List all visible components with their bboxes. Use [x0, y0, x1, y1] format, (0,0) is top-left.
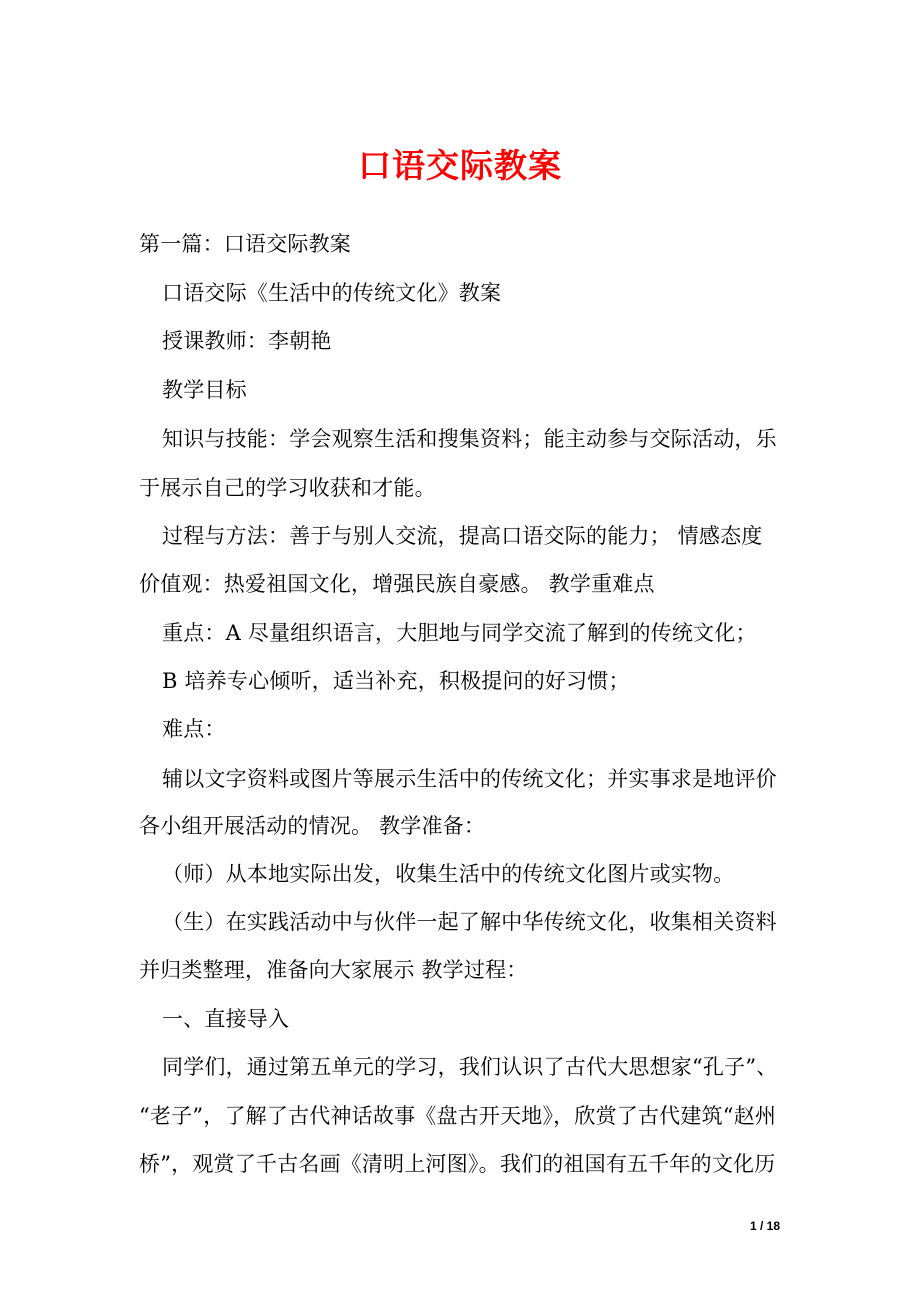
paragraph-line: 并归类整理，准备向大家展示 教学过程：: [139, 958, 528, 982]
section-heading: 第一篇：口语交际教案: [139, 232, 351, 256]
paragraph-line: 同学们，通过第五单元的学习，我们认识了古代大思想家“孔子”、: [162, 1055, 778, 1079]
paragraph-line: （师）从本地实际出发，收集生活中的传统文化图片或实物。: [162, 862, 735, 886]
paragraph-line: 各小组开展活动的情况。 教学准备：: [139, 814, 486, 838]
process-heading: 一、直接导入: [162, 1007, 290, 1031]
paragraph-line: 知识与技能：学会观察生活和搜集资料；能主动参与交际活动，乐: [162, 427, 777, 451]
paragraph-line: （生）在实践活动中与伙伴一起了解中华传统文化，收集相关资料: [162, 910, 777, 934]
difficulty-heading: 难点：: [162, 717, 226, 741]
paragraph-line: 于展示自己的学习收获和才能。: [139, 476, 436, 500]
paragraph-line: 桥”，观赏了千古名画《清明上河图》。我们的祖国有五千年的文化历: [139, 1152, 776, 1176]
paragraph-line: 价值观：热爱祖国文化，增强民族自豪感。 教学重难点: [139, 572, 655, 596]
teacher-line: 授课教师：李朝艳: [162, 329, 332, 353]
page-number: 1 / 18: [749, 1219, 780, 1233]
paragraph-line: “老子”，了解了古代神话故事《盘古开天地》，欣赏了古代建筑“赵州: [139, 1104, 777, 1128]
lesson-title: 口语交际《生活中的传统文化》教案: [162, 281, 502, 305]
paragraph-line: B 培养专心倾听，适当补充，积极提问的好习惯；: [162, 669, 630, 693]
document-title: 口语交际教案: [358, 146, 562, 185]
paragraph-line: 过程与方法：善于与别人交流，提高口语交际的能力； 情感态度: [162, 524, 763, 548]
paragraph-line: 辅以文字资料或图片等展示生活中的传统文化；并实事求是地评价: [162, 767, 777, 791]
paragraph-line: 重点：A 尽量组织语言，大胆地与同学交流了解到的传统文化；: [162, 621, 757, 645]
objectives-heading: 教学目标: [162, 378, 247, 402]
